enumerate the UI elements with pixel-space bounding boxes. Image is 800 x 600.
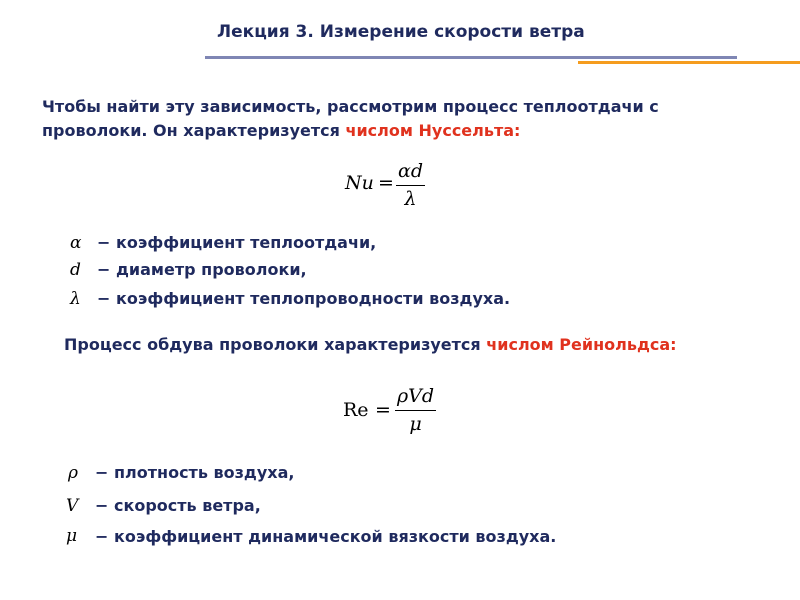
symbol-lambda: λ: [70, 289, 81, 309]
reynolds-denominator: μ: [409, 413, 422, 435]
reynolds-term: числом Рейнольдса:: [486, 335, 677, 354]
def-d: − диаметр проволоки,: [97, 260, 307, 279]
intro-line-2-text: проволоки. Он характеризуется: [42, 121, 346, 140]
intro-paragraph: [42, 95, 659, 143]
symbol-alpha: α: [70, 233, 82, 253]
reynolds-fraction-bar: [395, 410, 436, 411]
def-mu: − коэффициент динамической вязкости воздуха.: [95, 527, 557, 546]
nusselt-fraction: [396, 160, 425, 210]
reynolds-intro-text: Процесс обдува проволоки характеризуется: [64, 335, 487, 354]
intro-line-2: [42, 119, 659, 143]
def-v: − скорость ветра,: [95, 496, 261, 515]
title-underline-orange: [578, 61, 800, 64]
slide-title: Лекция 3. Измерение скорости ветра: [217, 22, 585, 42]
reynolds-numerator: ρVd: [397, 385, 435, 407]
nusselt-lhs: Nu: [345, 172, 374, 194]
symbol-rho: ρ: [68, 463, 78, 483]
reynolds-fraction: [395, 385, 436, 435]
reynolds-equals: =: [375, 399, 391, 421]
nusselt-denominator: λ: [404, 188, 417, 210]
intro-line-1: Чтобы найти эту зависимость, рассмотрим процесс теплоотдачи с: [42, 97, 659, 116]
reynolds-intro: [64, 333, 677, 357]
nusselt-term: числом Нуссельта:: [345, 121, 521, 140]
nusselt-fraction-bar: [396, 185, 425, 186]
def-rho: − плотность воздуха,: [95, 463, 295, 482]
def-alpha: − коэффициент теплоотдачи,: [97, 233, 377, 252]
title-underline-blue: [205, 56, 737, 59]
def-lambda: − коэффициент теплопроводности воздуха.: [97, 289, 511, 308]
symbol-d: d: [70, 260, 81, 280]
symbol-v: V: [66, 496, 79, 516]
reynolds-lhs: Re: [343, 399, 369, 421]
nusselt-equals: =: [378, 172, 394, 194]
symbol-mu: μ: [66, 526, 78, 546]
nusselt-numerator: αd: [398, 160, 423, 182]
